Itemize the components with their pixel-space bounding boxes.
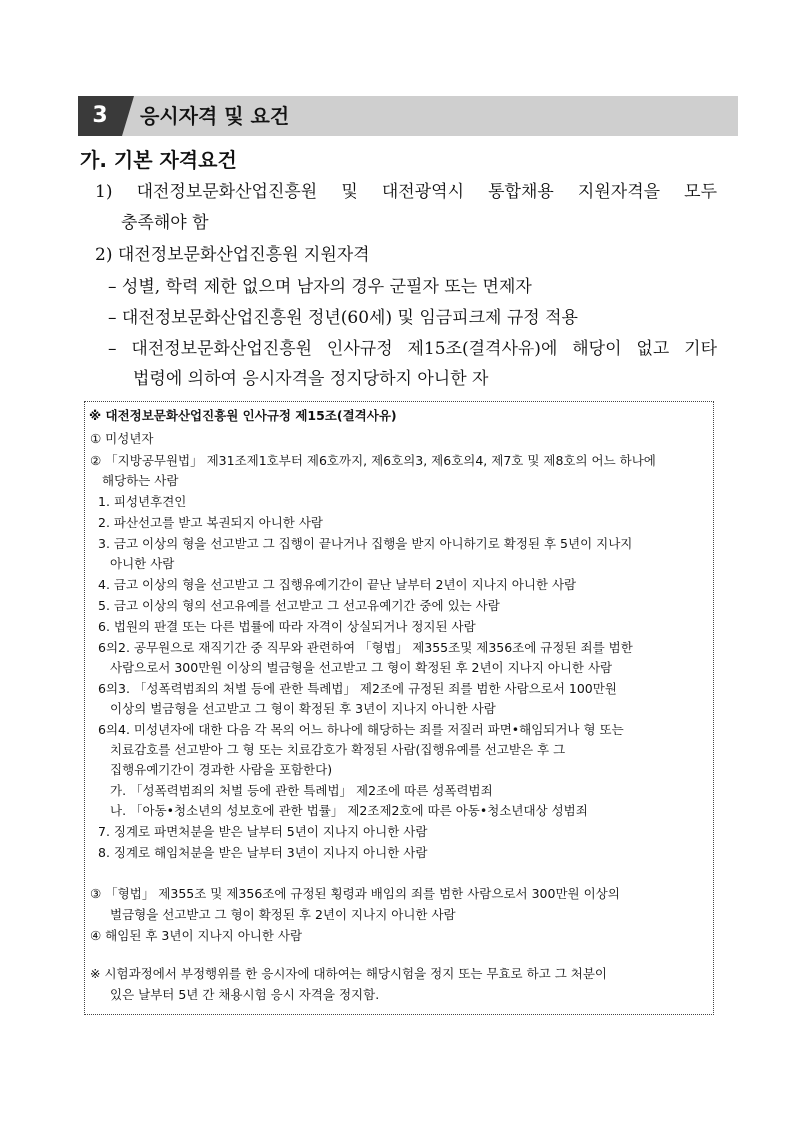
box-line: 사람으로서 300만원 이상의 벌금형을 선고받고 그 형이 확정된 후 2년이 지나지 아니한 사람 bbox=[110, 660, 613, 675]
item-2: 2) 대전정보문화산업진흥원 지원자격 bbox=[95, 245, 370, 265]
box-line: ③ 「형법」 제355조 및 제356조에 규정된 횡령과 배임의 죄를 범한 사람으로서 300만원 이상의 bbox=[90, 886, 620, 901]
box-line: 나. 「아동•청소년의 성보호에 관한 법률」 제2조제2호에 따른 아동•청소년대상 성범죄 bbox=[110, 803, 588, 818]
box-line: 아니한 사람 bbox=[110, 556, 175, 571]
box-line: ④ 해임된 후 3년이 지나지 아니한 사람 bbox=[90, 928, 303, 943]
item-1-line-2: 충족해야 함 bbox=[121, 213, 209, 233]
box-line: ① 미성년자 bbox=[90, 431, 154, 446]
detail-3-line-2: 법령에 의하여 응시자격을 정지당하지 아니한 자 bbox=[133, 369, 489, 389]
box-line: 3. 금고 이상의 형을 선고받고 그 집행이 끝나거나 집행을 받지 아니하기로 확정된 후 5년이 지나지 bbox=[98, 536, 633, 551]
detail-3-line-1: – 대전정보문화산업진흥원 인사규정 제15조(결격사유)에 해당이 없고 기타 bbox=[108, 339, 717, 359]
box-line: 8. 징계로 해임처분을 받은 날부터 3년이 지나지 아니한 사람 bbox=[98, 845, 428, 860]
box-note: 있은 날부터 5년 간 채용시험 응시 자격을 정지함. bbox=[110, 987, 380, 1002]
box-line: 1. 피성년후견인 bbox=[98, 494, 187, 509]
box-note: ※ 시험과정에서 부정행위를 한 응시자에 대하여는 해당시험을 정지 또는 무효로 하고 그 처분이 bbox=[90, 966, 608, 981]
box-line: ② 「지방공무원법」 제31조제1호부터 제6호까지, 제6호의3, 제6호의4, 제7호 및 제8호의 어느 하나에 bbox=[90, 453, 656, 468]
box-line: 2. 파산선고를 받고 복권되지 아니한 사람 bbox=[98, 515, 323, 530]
box-line: 치료감호를 선고받아 그 형 또는 치료감호가 확정된 사람(집행유예를 선고받은 후 그 bbox=[110, 742, 566, 757]
detail-1: – 성별, 학력 제한 없으며 남자의 경우 군필자 또는 면제자 bbox=[108, 277, 532, 297]
box-title: ※ 대전정보문화산업진흥원 인사규정 제15조(결격사유) bbox=[89, 408, 397, 423]
box-line: 5. 금고 이상의 형의 선고유예를 선고받고 그 선고유예기간 중에 있는 사람 bbox=[98, 598, 500, 613]
box-line: 4. 금고 이상의 형을 선고받고 그 집행유예기간이 끝난 날부터 2년이 지나지 아니한 사람 bbox=[98, 577, 577, 592]
box-line: 6. 법원의 판결 또는 다른 법률에 따라 자격이 상실되거나 정지된 사람 bbox=[98, 619, 476, 634]
section-header bbox=[78, 96, 738, 136]
box-line: 해당하는 사람 bbox=[102, 473, 179, 488]
box-line: 벌금형을 선고받고 그 형이 확정된 후 2년이 지나지 아니한 사람 bbox=[110, 907, 456, 922]
box-line: 6의3. 「성폭력범죄의 처벌 등에 관한 특례법」 제2조에 규정된 죄를 범한 사람으로서 100만원 bbox=[98, 681, 617, 696]
section-title: 응시자격 및 요건 bbox=[140, 104, 290, 128]
box-line: 6의2. 공무원으로 재직기간 중 직무와 관련하여 「형법」 제355조및 제356조에 규정된 죄를 범한 bbox=[98, 640, 633, 655]
box-line: 7. 징계로 파면처분을 받은 날부터 5년이 지나지 아니한 사람 bbox=[98, 824, 428, 839]
section-divider bbox=[122, 96, 134, 136]
box-line: 집행유예기간이 경과한 사람을 포함한다) bbox=[110, 762, 333, 777]
box-line: 이상의 벌금형을 선고받고 그 형이 확정된 후 3년이 지나지 아니한 사람 bbox=[110, 701, 496, 716]
section-number: 3 bbox=[78, 96, 122, 136]
disqualification-box bbox=[84, 401, 714, 1015]
detail-2: – 대전정보문화산업진흥원 정년(60세) 및 임금피크제 규정 적용 bbox=[108, 308, 578, 328]
box-line: 6의4. 미성년자에 대한 다음 각 목의 어느 하나에 해당하는 죄를 저질러 파면•해임되거나 형 또는 bbox=[98, 722, 624, 737]
box-line: 가. 「성폭력범죄의 처벌 등에 관한 특례법」 제2조에 따른 성폭력범죄 bbox=[110, 783, 493, 798]
item-1-line-1: 1) 대전정보문화산업진흥원 및 대전광역시 통합채용 지원자격을 모두 bbox=[95, 182, 717, 202]
subheading: 가. 기본 자격요건 bbox=[80, 148, 237, 172]
